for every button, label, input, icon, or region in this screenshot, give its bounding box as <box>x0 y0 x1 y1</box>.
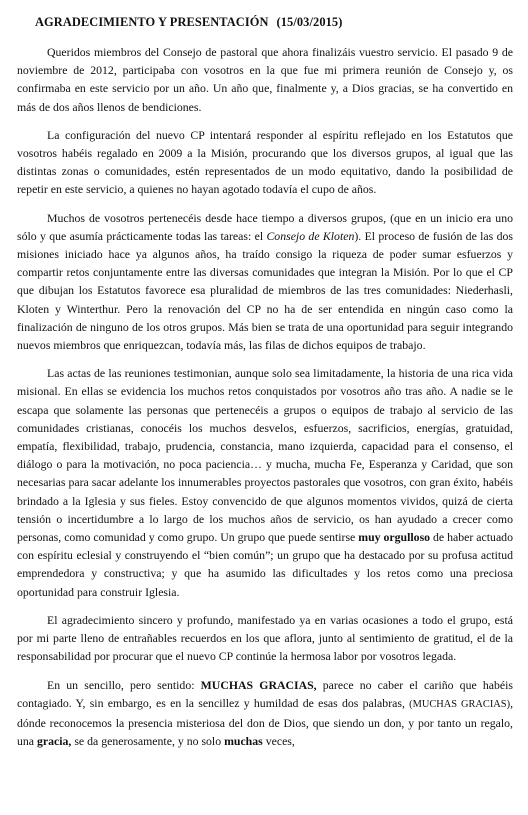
paragraph-text: veces, <box>262 734 295 749</box>
paragraph-text: El agradecimiento sincero y profundo, manifestado ya en varias ocasiones a todo el grupo, está por mi parte lleno de entrañables recuerdos en los que aflora, junto al sentimiento de gratitud, el de la responsabilidad por procurar que el nuevo CP continúe la hermosa labor por vosotros legada. <box>17 612 513 664</box>
paragraph-1 <box>17 43 513 116</box>
bold-emphasis: MUCHAS GRACIAS, <box>200 677 317 692</box>
paragraph-text: Queridos miembros del Consejo de pastoral que ahora finalizáis vuestro servicio. El pasado 9 de noviembre de 2012, participaba con vosotros en la que fue mi primera reunión de Consejo y, os confirmaba en este servicio por un año. Un año que, finalmente y, a Dios gracias, se ha convertido en más de dos años llenos de bendiciones. <box>17 45 513 114</box>
bold-emphasis: muchas <box>224 734 263 749</box>
paragraph-text: , dónde reconocemos la presencia misteriosa del don de Dios, que siendo un don, y por tanto un regalo, una <box>17 695 514 749</box>
small-caps-emphasis: (MUCHAS GRACIAS) <box>409 698 511 710</box>
paragraph-text: ). El proceso de fusión de las dos misiones iniciado hace ya algunos años, ha traído consigo la riqueza de poder sumar esfuerzos y compartir retos conjuntamente entre las diversas comunidades que integran la Misión. Por lo que el CP que dibujan los Estatutos favorece esa pluralidad de miembros de las tres comunidades: Niederhasli, Kloten y Winterthur. Pero la renovación del CP no ha de ser entendida en ningún caso como la finalización de ninguno de los otros grupos. Más bien se trata de una oportunidad para seguir integrando nuevos miembros que enriquezcan, todavía más, las filas de dichos equipos de trabajo. <box>17 228 513 353</box>
paragraph-6 <box>17 676 513 751</box>
paragraph-2 <box>17 126 513 199</box>
italic-emphasis: Consejo de Kloten <box>266 228 355 243</box>
paragraph-text: parece no caber el cariño que habéis contagiado. Y, sin embargo, es en la sencillez y humildad de esas dos palabras, <box>17 677 514 710</box>
paragraph-text: Las actas de las reuniones testimonian, aunque solo sea limitadamente, la historia de una rica vida misional. En ellas se evidencia los muchos retos conquistados por vosotros año tras año. A nadie se le escapa que solamente las personas que pertenecéis a grupos o equipos de trabajo al servicio de las comunidades cristianas, conocéis los muchos desvelos, esfuerzos, sacrificios, energías, gratuidad, empatía, flexibilidad, trabajo, prudencia, constancia, mano izquierda, capacidad para el consenso, el diálogo o para la motivación, no poca paciencia… y mucha, mucha Fe, Esperanza y Caridad, que son necesarias para sacar adelante los innumerables proyectos pastorales que vosotros, con gran éxito, habéis brindado a la Iglesia y sus fieles. Estoy convencido de que algunos momentos vividos, quizá de cierta tensión o incertidumbre a lo largo de los muchos años de servicio, os han ayudado a crecer como personas, como comunidad y como grupo. Un grupo que puede sentirse <box>17 366 513 545</box>
paragraph-text: La configuración del nuevo CP intentará responder al espíritu reflejado en los Estatutos que vosotros habéis regalado en 2009 a la Misión, procurando que los diversos grupos, al igual que las distintas zonas o comunidades, estén representados de un modo equitativo, dando la posibilidad de repetir en este servicio, a quienes no hayan agotado todavía el cupo de años. <box>17 127 513 197</box>
paragraph-4 <box>17 364 513 601</box>
bold-emphasis: muy orgulloso <box>358 530 431 545</box>
document-title <box>35 14 513 30</box>
paragraph-text: Muchos de vosotros pertenecéis desde hace tiempo a diversos grupos, (que en un inicio era uno sólo y que asumía prácticamente todas las tareas: el <box>17 210 513 243</box>
paragraph-text: En un sencillo, pero sentido: <box>47 677 201 692</box>
paragraph-text: se da generosamente, y no solo <box>71 734 225 749</box>
title-text: AGRADECIMIENTO Y PRESENTACIÓN <box>35 15 269 29</box>
paragraph-3 <box>17 209 513 355</box>
paragraph-text: de haber actuado con espíritu eclesial y construyendo el “bien común”; un grupo que ha destacado por su profusa actitud emprendedora y constructiva; y que ha asumido las dificultades y los retos como una preciosa oportunidad para construir Iglesia. <box>17 530 513 599</box>
title-date: (15/03/2015) <box>276 15 343 29</box>
paragraph-5 <box>17 611 513 666</box>
bold-emphasis: gracia, <box>36 734 72 749</box>
